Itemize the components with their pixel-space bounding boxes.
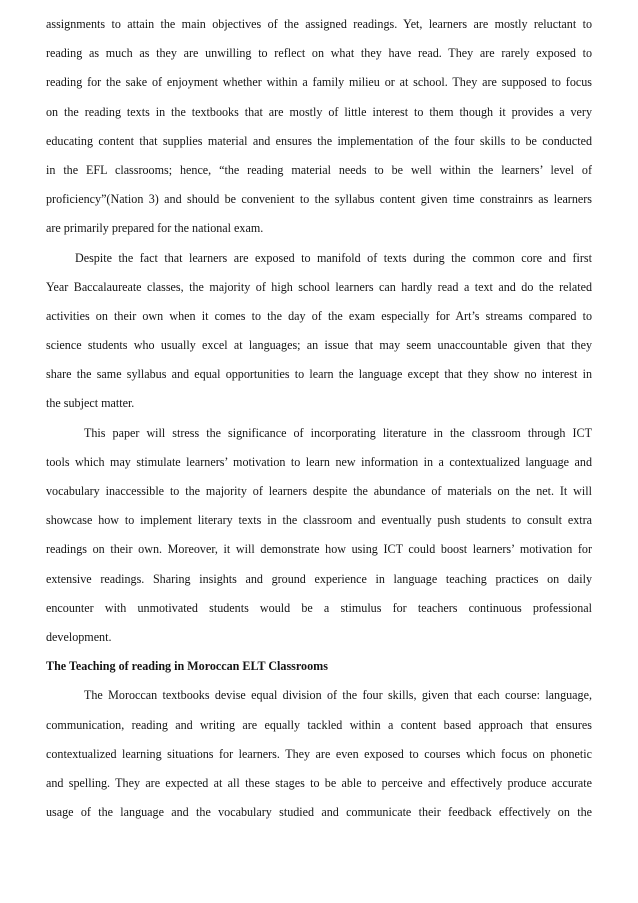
- text-line: encounter with unmotivated students would be a stimulus for teachers continuous professional: [46, 600, 592, 615]
- text-line: Year Baccalaureate classes, the majority of high school learners can hardly read a text and do the related: [46, 279, 592, 294]
- text-line-last: the subject matter.: [46, 396, 135, 411]
- text-line-last: development.: [46, 629, 112, 644]
- text-line-first: Despite the fact that learners are exposed to manifold of texts during the common core and first: [75, 250, 592, 265]
- paragraph-paper-purpose: [46, 419, 592, 653]
- text-line: and spelling. They are expected at all these stages to be able to perceive and effectively produce accurate: [46, 775, 592, 790]
- text-line: proficiency”(Nation 3) and should be convenient to the syllabus content given time constrainrs as learners: [46, 192, 592, 207]
- text-line: share the same syllabus and equal opportunities to learn the language except that they show no interest in: [46, 367, 592, 382]
- text-line: science students who usually excel at languages; an issue that may seem unaccountable given that they: [46, 338, 592, 353]
- text-line: activities on their own when it comes to the day of the exam especially for Art’s streams compared to: [46, 308, 592, 323]
- text-line: assignments to attain the main objectives of the assigned readings. Yet, learners are mostly reluctant to: [46, 17, 592, 31]
- text-line: in the EFL classrooms; hence, “the reading material needs to be well within the learners’ level of: [46, 162, 592, 177]
- text-line-last: are primarily prepared for the national exam.: [46, 221, 264, 236]
- text-line: showcase how to implement literary texts in the classroom and eventually push students to consult extra: [46, 513, 592, 528]
- text-line: usage of the language and the vocabulary studied and communicate their feedback effectively on the: [46, 805, 592, 820]
- text-line-first: This paper will stress the significance of incorporating literature in the classroom through ICT: [84, 425, 592, 440]
- text-line-first: The Moroccan textbooks devise equal division of the four skills, given that each course: language,: [84, 688, 592, 703]
- text-line: tools which may stimulate learners’ motivation to learn new information in a contextualized language and: [46, 454, 592, 469]
- text-line: communication, reading and writing are equally tackled within a content based approach that ensures: [46, 717, 592, 732]
- text-line: extensive readings. Sharing insights and ground experience in language teaching practices on daily: [46, 571, 592, 586]
- section-heading: The Teaching of reading in Moroccan ELT Classrooms: [46, 659, 328, 674]
- text-line: contextualized learning situations for learners. They are even exposed to courses which focus on phonetic: [46, 746, 592, 761]
- text-line: educating content that supplies material and ensures the implementation of the four skills to be conducted: [46, 133, 592, 148]
- text-line: on the reading texts in the textbooks that are mostly of little interest to them though it provides a very: [46, 104, 592, 119]
- text-line: reading for the sake of enjoyment whether within a family milieu or at school. They are supposed to focus: [46, 75, 592, 90]
- text-line: vocabulary inaccessible to the majority of learners despite the abundance of materials on the net. It will: [46, 484, 592, 498]
- paragraph-reading-reluctance: [46, 10, 592, 244]
- text-line: reading as much as they are unwilling to reflect on what they have read. They are rarely exposed to: [46, 46, 592, 61]
- paragraph-moroccan-textbooks: [46, 681, 592, 827]
- paragraph-manifold-texts: [46, 244, 592, 419]
- text-line: readings on their own. Moreover, it will demonstrate how using ICT could boost learners’ motivation for: [46, 542, 592, 557]
